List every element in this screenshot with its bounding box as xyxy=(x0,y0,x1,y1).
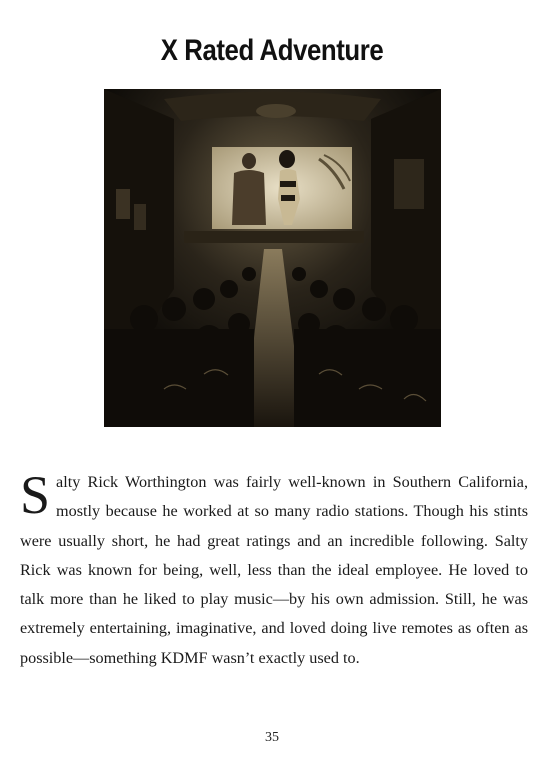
body-paragraph xyxy=(20,465,528,673)
body-text: alty Rick Worthington was fairly well-known in Southern California, mostly because he worked at so many radio stations. Though his stints were usually short, he had great ratings and an incredible following. Salty Rick was known for being, well, less than the ideal employee. He loved to talk more than he liked to play music—by his own admission. Still, he was extremely entertaining, imaginative, and loved doing live remotes as often as possible—something KDMF wasn’t exactly used to. xyxy=(20,473,528,667)
movie-theater-image xyxy=(104,89,441,427)
drop-cap: S xyxy=(20,465,51,525)
chapter-title: X Rated Adventure xyxy=(160,34,384,68)
page-number: 35 xyxy=(265,730,279,745)
movie-theater-illustration xyxy=(104,89,441,427)
